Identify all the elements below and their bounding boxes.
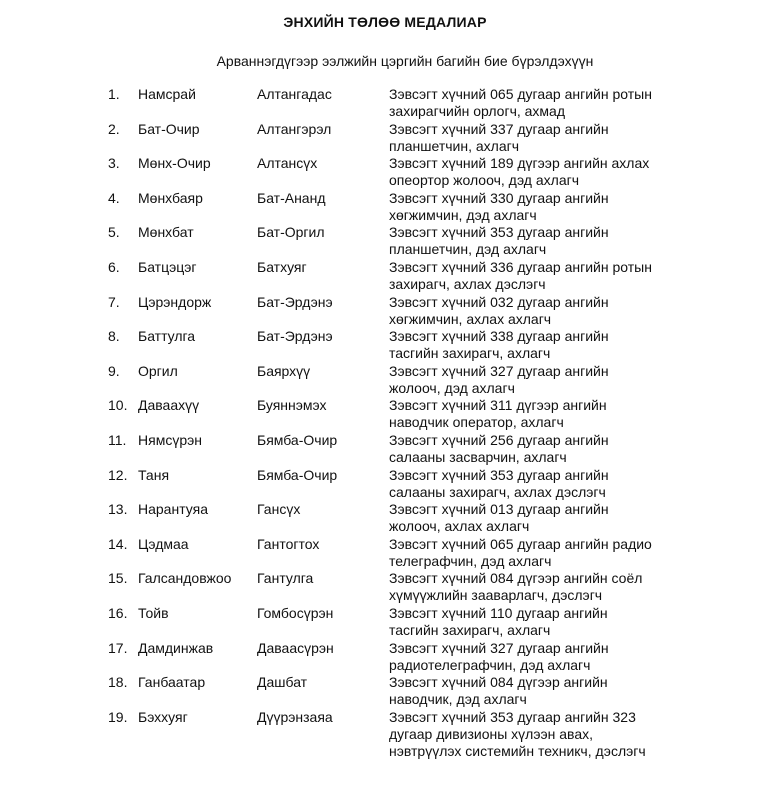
family-name: Гомбосүрэн (257, 604, 334, 621)
row-number: 15. (108, 570, 128, 587)
family-name: Алтангадас (257, 86, 332, 102)
family-name: Бат-Эрдэнэ (257, 328, 333, 345)
list-item (0, 501, 770, 536)
row-number: 13. (108, 501, 128, 518)
position-description: Зэвсэгт хүчний 110 дугаар ангийн тасгийн захирагч, ахлагч (389, 604, 608, 638)
given-name: Баттулга (138, 328, 196, 345)
row-number: 12. (108, 466, 128, 483)
row-number: 16. (108, 604, 128, 621)
list-item (0, 328, 770, 363)
family-name: Даваасүрэн (257, 639, 334, 656)
given-name: Галсандовжоо (138, 570, 232, 587)
position-description: Зэвсэгт хүчний 327 дугаар ангийн жолооч, дэд ахлагч (389, 362, 609, 396)
family-name: Бат-Эрдэнэ (257, 293, 333, 310)
row-number: 3. (108, 155, 120, 172)
row-number: 19. (108, 708, 128, 725)
given-name: Цэдмаа (138, 535, 189, 552)
position-description: Зэвсэгт хүчний 336 дугаар ангийн ротын захирагч, ахлах дэслэгч (389, 258, 652, 292)
given-name: Цэрэндорж (138, 293, 212, 310)
position-description: Зэвсэгт хүчний 065 дугаар ангийн радио телеграфчин, дэд ахлагч (389, 535, 652, 569)
row-number: 9. (108, 362, 120, 379)
position-description: Зэвсэгт хүчний 065 дугаар ангийн ротын захирагчийн орлогч, ахмад (389, 86, 652, 119)
family-name: Гантулга (257, 570, 314, 587)
given-name: Намсрай (138, 86, 196, 102)
given-name: Батцэцэг (138, 258, 197, 275)
position-description: Зэвсэгт хүчний 353 дугаар ангийн салааны захирагч, ахлах дэслэгч (389, 466, 609, 500)
family-name: Бямба-Очир (257, 466, 338, 483)
family-name: Алтансүх (257, 155, 318, 172)
given-name: Дамдинжав (138, 639, 214, 656)
given-name: Мөнхбаяр (138, 189, 203, 206)
document-title: ЭНХИЙН ТӨЛӨӨ МЕДАЛИАР (283, 14, 487, 30)
given-name: Тойв (138, 604, 169, 621)
list-item (0, 536, 770, 571)
list-item (0, 259, 770, 294)
given-name: Оргил (138, 362, 178, 379)
row-number: 18. (108, 674, 128, 691)
list-item (0, 674, 770, 709)
position-description: Зэвсэгт хүчний 337 дугаар ангийн планшетчин, ахлагч (389, 120, 609, 154)
family-name: Гантогтох (257, 535, 320, 552)
family-name: Буяннэмэх (257, 397, 327, 414)
row-number: 10. (108, 397, 128, 414)
given-name: Нарантуяа (138, 501, 208, 518)
position-description: Зэвсэгт хүчний 084 дүгээр ангийн соёл хүмүүжлийн зааварлагч, дэслэгч (389, 570, 643, 604)
given-name: Бат-Очир (138, 120, 200, 137)
list-item (0, 86, 770, 121)
family-name: Гансүх (257, 501, 301, 518)
list-item (0, 708, 770, 759)
family-name: Батхуяг (257, 258, 307, 275)
family-name: Бат-Оргил (257, 224, 325, 241)
list-item (0, 467, 770, 502)
given-name: Ганбаатар (138, 674, 206, 691)
family-name: Баярхүү (257, 362, 311, 379)
position-description: Зэвсэгт хүчний 353 дугаар ангийн 323 дугаар дивизионы хүлээн авах, нэвтрүүлэх системийн техникч, дэслэгч (389, 708, 646, 759)
list-item (0, 155, 770, 190)
position-description: Зэвсэгт хүчний 311 дүгээр ангийн наводчик оператор, ахлагч (389, 397, 607, 431)
row-number: 5. (108, 224, 120, 241)
list-item (0, 640, 770, 675)
row-number: 14. (108, 535, 128, 552)
list-item (0, 397, 770, 432)
row-number: 2. (108, 120, 120, 137)
family-name: Бат-Ананд (257, 189, 326, 206)
given-name: Бэххуяг (138, 708, 188, 725)
list-item (0, 121, 770, 156)
personnel-list (0, 86, 770, 759)
family-name: Дашбат (257, 674, 308, 691)
row-number: 17. (108, 639, 128, 656)
list-item (0, 294, 770, 329)
list-item (0, 605, 770, 640)
position-description: Зэвсэгт хүчний 084 дүгээр ангийн наводчик, дэд ахлагч (389, 674, 608, 708)
position-description: Зэвсэгт хүчний 338 дугаар ангийн тасгийн захирагч, ахлагч (389, 328, 609, 362)
row-number: 4. (108, 189, 120, 206)
position-description: Зэвсэгт хүчний 256 дугаар ангийн салааны засварчин, ахлагч (389, 431, 609, 465)
given-name: Таня (138, 466, 170, 483)
family-name: Алтангэрэл (257, 120, 332, 137)
given-name: Мөнхбат (138, 224, 194, 241)
row-number: 7. (108, 293, 120, 310)
given-name: Мөнх-Очир (138, 155, 211, 172)
given-name: Даваахүү (138, 397, 200, 414)
position-description: Зэвсэгт хүчний 327 дугаар ангийн радиотелеграфчин, дэд ахлагч (389, 639, 609, 673)
position-description: Зэвсэгт хүчний 330 дугаар ангийн хөгжимчин, дэд ахлагч (389, 189, 609, 223)
position-description: Зэвсэгт хүчний 032 дугаар ангийн хөгжимчин, ахлах ахлагч (389, 293, 609, 327)
position-description: Зэвсэгт хүчний 353 дугаар ангийн планшетчин, дэд ахлагч (389, 224, 609, 258)
position-description: Зэвсэгт хүчний 189 дүгээр ангийн ахлах опеортор жолооч, дэд ахлагч (389, 155, 650, 189)
list-item (0, 570, 770, 605)
row-number: 6. (108, 258, 120, 275)
row-number: 8. (108, 328, 120, 345)
list-item (0, 363, 770, 398)
given-name: Нямсүрэн (138, 431, 202, 448)
position-description: Зэвсэгт хүчний 013 дугаар ангийн жолооч, ахлах ахлагч (389, 501, 609, 535)
family-name: Дүүрэнзаяа (257, 708, 333, 725)
list-item (0, 190, 770, 225)
row-number: 1. (108, 86, 120, 102)
family-name: Бямба-Очир (257, 431, 338, 448)
list-item (0, 224, 770, 259)
list-item (0, 432, 770, 467)
document-subtitle: Арваннэгдүгээр ээлжийн цэргийн багийн бие бүрэлдэхүүн (216, 53, 594, 69)
row-number: 11. (108, 431, 127, 448)
